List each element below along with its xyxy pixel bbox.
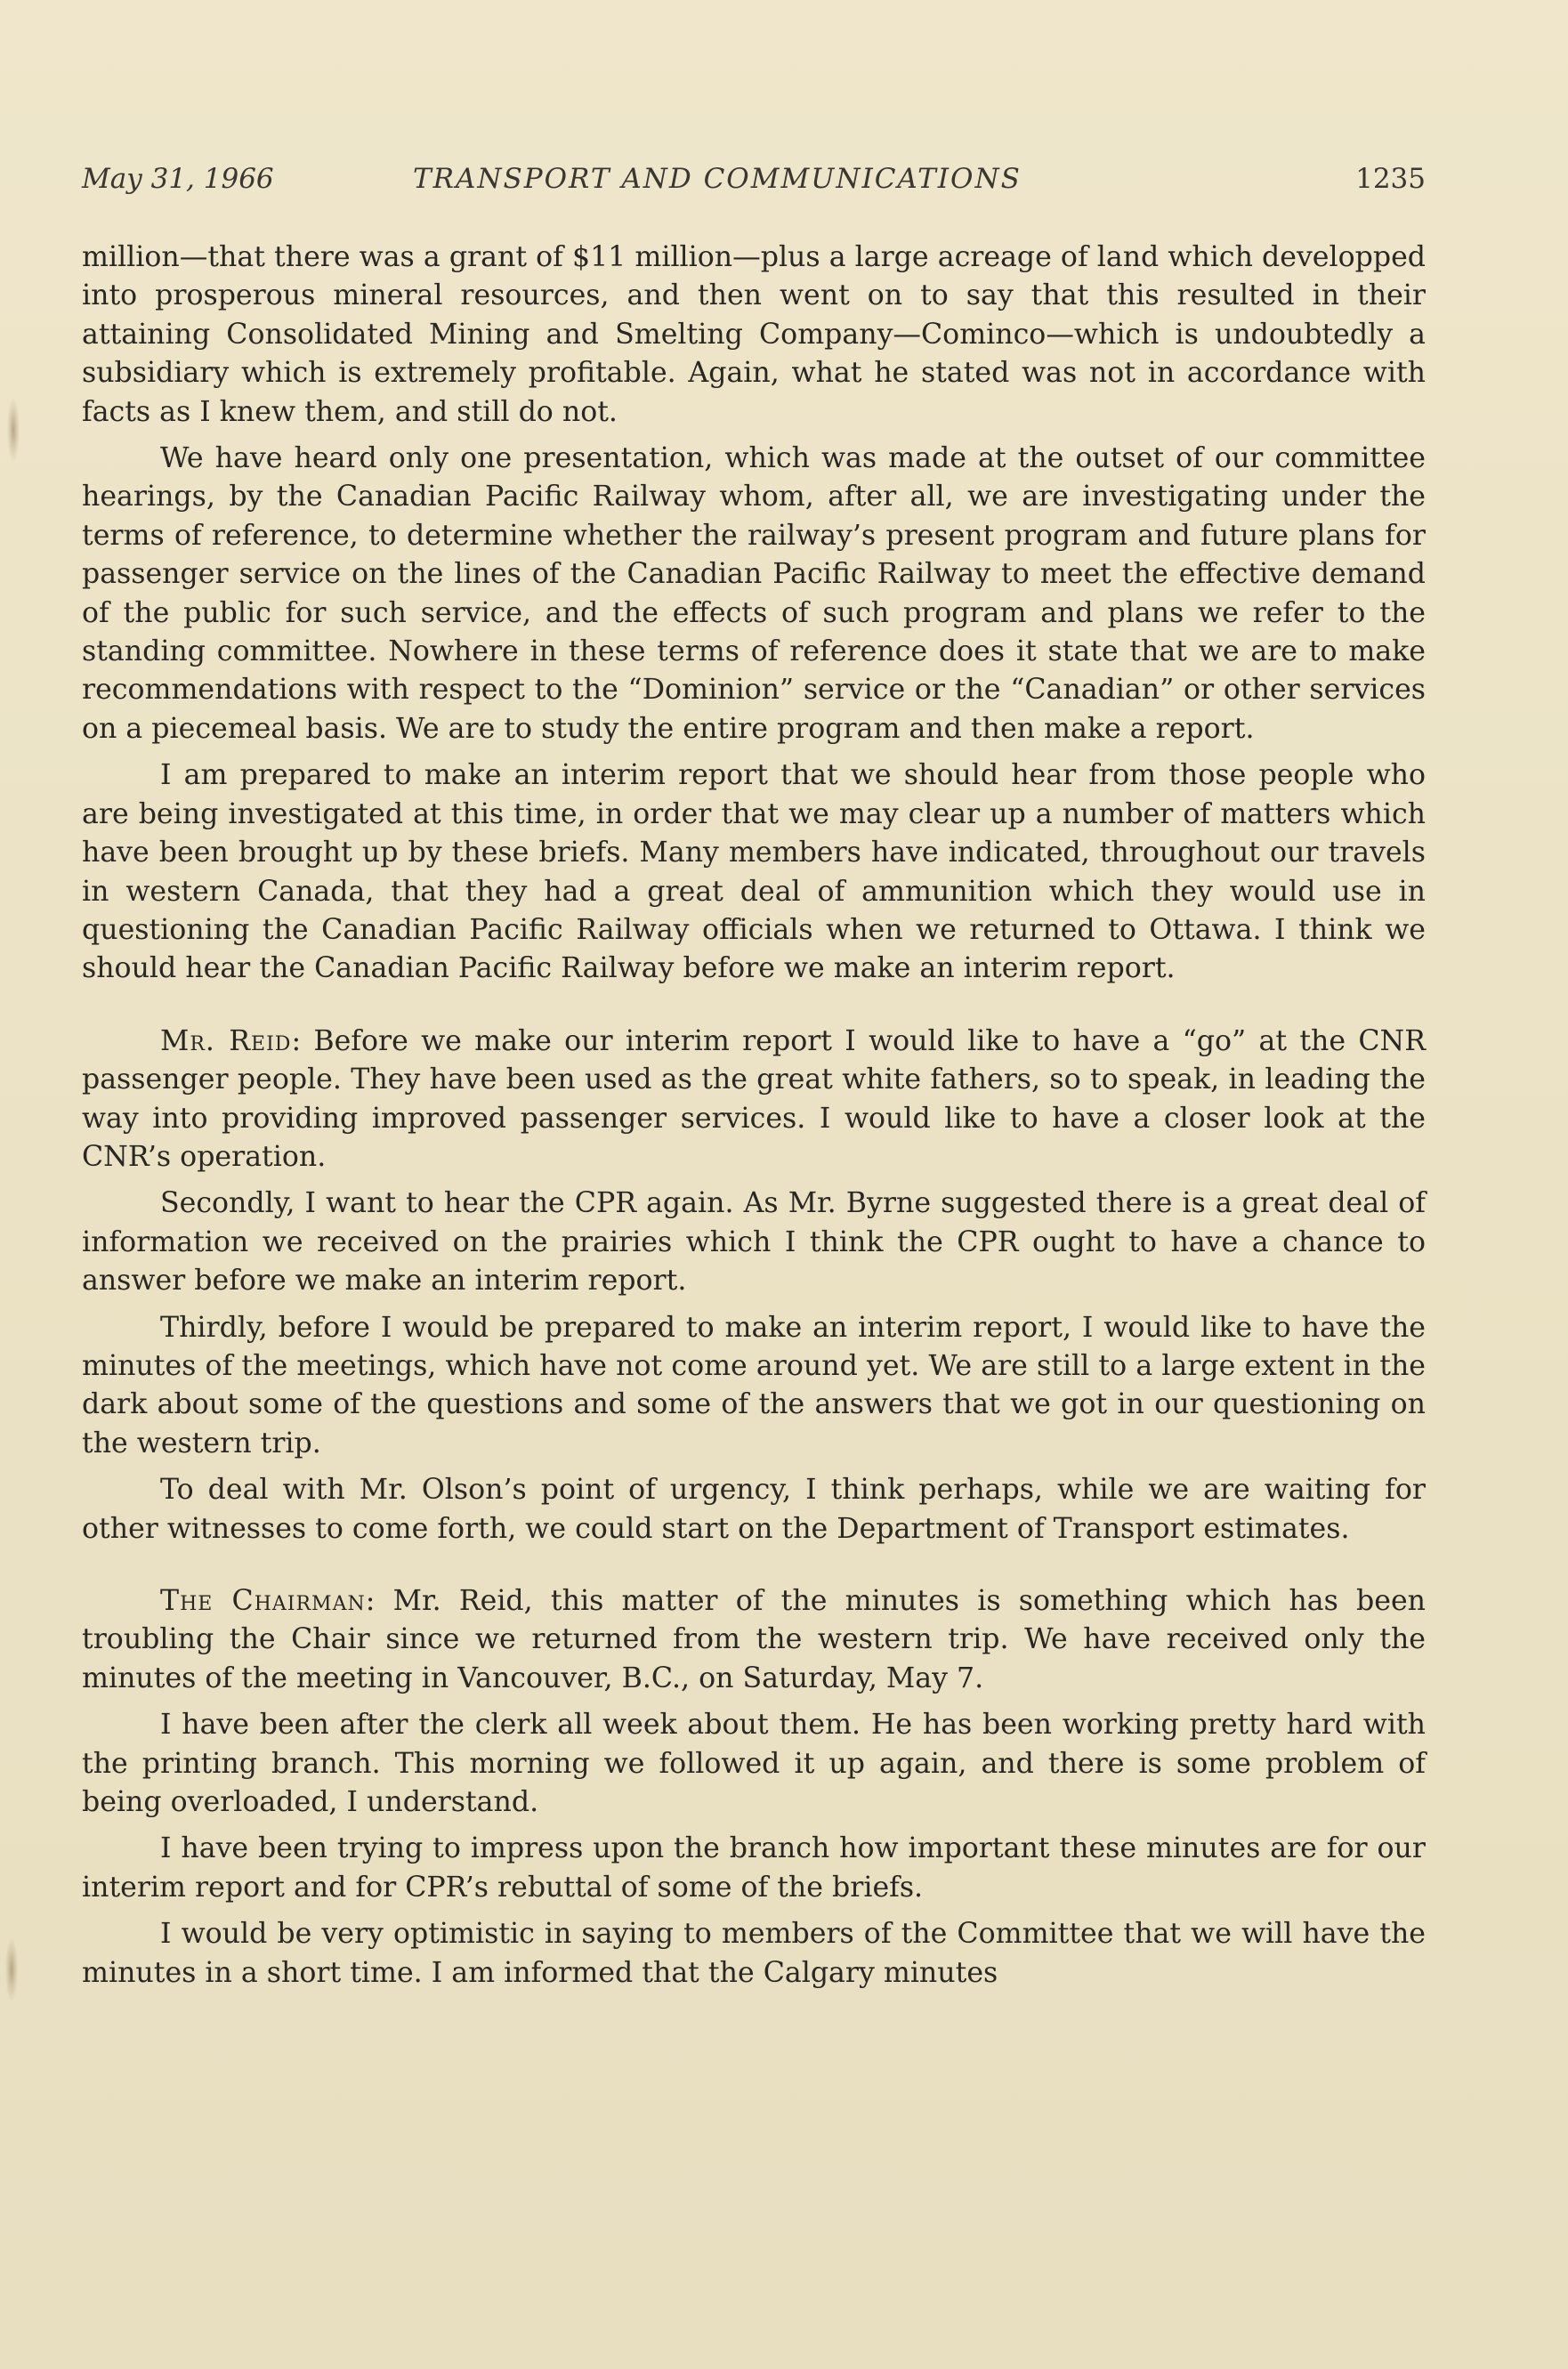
running-header [82,163,1426,207]
speaker-text: : Before we make our interim report I would like to have a “go” at the CNR passenger people. They have been used as the great white fathers, so to speak, in leading the way into providing improved passenger services. I would like to have a closer look at the CNR’s operation. [82,1024,1426,1173]
header-title: TRANSPORT AND COMMUNICATIONS [413,163,1022,195]
margin-mark [5,1938,18,2001]
page-number: 1235 [1355,163,1426,195]
speaker-paragraph [82,1023,1426,1177]
paragraph: I have been after the clerk all week about them. He has been working pretty hard with the printing branch. This morning we followed it up again, and there is some problem of being overloaded, I understand. [82,1709,1426,1819]
paragraph: I am prepared to make an interim report that we should hear from those people who are being investigated at this time, in order that we may clear up a number of matters which have been brought up by these briefs. Many members have indicated, throughout our travels in western Canada, that they had a great deal of ammunition which they would use in questioning the Canadian Pacific Railway officials when we returned to Ottawa. I think we should hear the Canadian Pacific Railway before we make an interim report. [82,759,1426,985]
speaker-name: The Chairman [160,1585,366,1617]
body-text [82,239,1426,1993]
speaker-name: Mr. Reid [160,1024,292,1057]
speaker-paragraph [82,1582,1426,1698]
paragraph: I have been trying to impress upon the branch how important these minutes are for our interim report and for CPR’s rebuttal of some of the briefs. [82,1832,1426,1904]
speaker-text: : Mr. Reid, this matter of the minutes is something which has been troubling the Chair since we returned from the western trip. We have received only the minutes of the meeting in Vancouver, B.C., on Saturday, May 7. [82,1585,1426,1694]
paragraph: I would be very optimistic in saying to members of the Committee that we will have the minutes in a short time. I am informed that the Calgary minutes [82,1918,1426,1989]
paragraph: Thirdly, before I would be prepared to make an interim report, I would like to have the minutes of the meetings, which have not come around yet. We are still to a large extent in the dark about some of the questions and some of the answers that we got in our questioning on the western trip. [82,1311,1426,1459]
margin-mark [7,399,20,461]
paragraph: million—that there was a grant of $11 million—plus a large acreage of land which developped into prosperous mineral resources, and then went on to say that this resulted in their attaining Consolidated Mining and Smelting Company—Cominco—which is undoubtedly a subsidiary which is extremely profitable. Again, what he stated was not in accordance with facts as I knew them, and still do not. [82,241,1426,428]
header-date: May 31, 1966 [82,163,274,195]
paragraph: We have heard only one presentation, which was made at the outset of our committee hearings, by the Canadian Pacific Railway whom, after all, we are investigating under the terms of reference, to determine whether the railway’s present program and future plans for passenger service on the lines of the Canadian Pacific Railway to meet the effective demand of the public for such service, and the effects of such program and plans we refer to the standing committee. Nowhere in these terms of reference does it state that we are to make recommendations with respect to the “Dominion” service or the “Canadian” or other services on a piecemeal basis. We are to study the entire program and then make a report. [82,442,1426,745]
paragraph: Secondly, I want to hear the CPR again. As Mr. Byrne suggested there is a great deal of information we received on the prairies which I think the CPR ought to have a chance to answer before we make an interim report. [82,1187,1426,1298]
paragraph: To deal with Mr. Olson’s point of urgency, I think perhaps, while we are waiting for other witnesses to come forth, we could start on the Department of Transport estimates. [82,1474,1426,1545]
